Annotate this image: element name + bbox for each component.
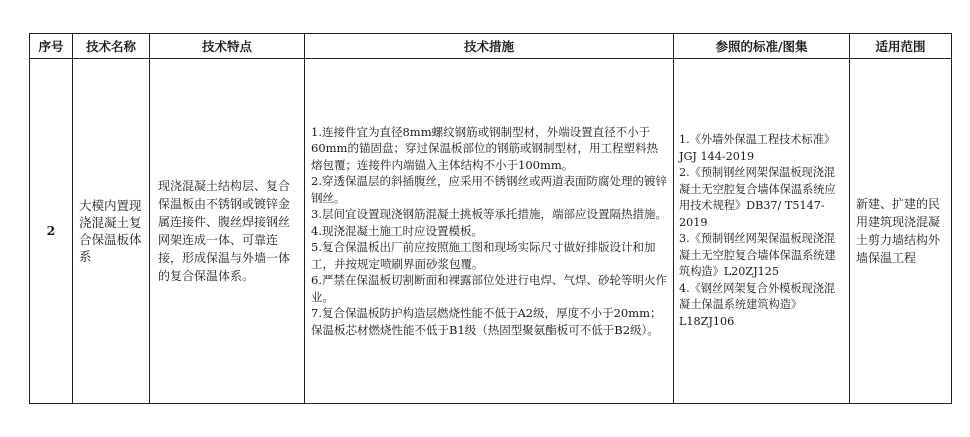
application-scope: 新建、扩建的民用建筑现浇混凝土剪力墙结构外墙保温工程 [850,59,952,404]
standard-item: 3.《预制钢丝网架保温板现浇混凝土无空腔复合墙体保温系统建筑构造》L20ZJ125 [679,232,836,278]
header-name: 技术名称 [73,34,150,59]
measure-item: 2.穿透保温层的斜插腹丝，应采用不锈钢丝或两道表面防腐处理的镀锌钢丝。 [311,174,667,205]
header-standards: 参照的标准/图集 [674,34,850,59]
table-row [30,59,952,404]
tech-name: 大模内置现浇混凝土复合保温板体系 [73,59,150,404]
header-features: 技术特点 [150,34,305,59]
measure-item: 1.连接件宜为直径8mm螺纹钢筋或钢制型材，外端设置直径不小于60mm的锚固盘；穿过保温板部位的钢筋或钢制型材，用工程塑料热熔包覆；连接件内端锚入主体结构不小于100mm。 [311,124,658,172]
measure-item: 6.严禁在保温板切割断面和裸露部位处进行电焊、气焊、砂轮等明火作业。 [311,273,667,304]
row-number: 2 [30,59,73,404]
standard-item: 1.《外墙外保温工程技术标准》JGJ 144-2019 [679,133,836,163]
standard-item: 4.《钢丝网架复合外模板现浇混凝土保温系统建筑构造》L18ZJ106 [679,281,836,328]
reference-standards [674,59,850,404]
tech-features: 现浇混凝土结构层、复合保温板由不锈钢或镀锌金属连接件、腹丝焊接钢丝网架连成一体、可靠连接，形成保温与外墙一体的复合保温体系。 [150,59,305,404]
header-measures: 技术措施 [305,34,674,59]
technology-table [29,33,952,404]
measure-item: 3.层间宜设置现浇钢筋混凝土挑板等承托措施，端部应设置隔热措施。 [311,207,667,222]
measure-item: 4.现浇混凝土施工时应设置模板。 [311,223,483,238]
header-number: 序号 [30,34,73,59]
measure-item: 7.复合保温板防护构造层燃烧性能不低于A2级，厚度不小于20mm；保温板芯材燃烧性能不低于B1级（热固型聚氨酯板可不低于B2级）。 [311,306,662,337]
tech-measures [305,59,674,404]
table-header-row [30,34,952,59]
header-scope: 适用范围 [850,34,952,59]
measure-item: 5.复合保温板出厂前应按照施工图和现场实际尺寸做好排版设计和加工，并按规定喷刷界面砂浆包覆。 [311,240,656,271]
standard-item: 2.《预制钢丝网架保温板现浇混凝土无空腔复合墙体保温系统应用技术规程》DB37/ T5147-2019 [679,166,836,229]
